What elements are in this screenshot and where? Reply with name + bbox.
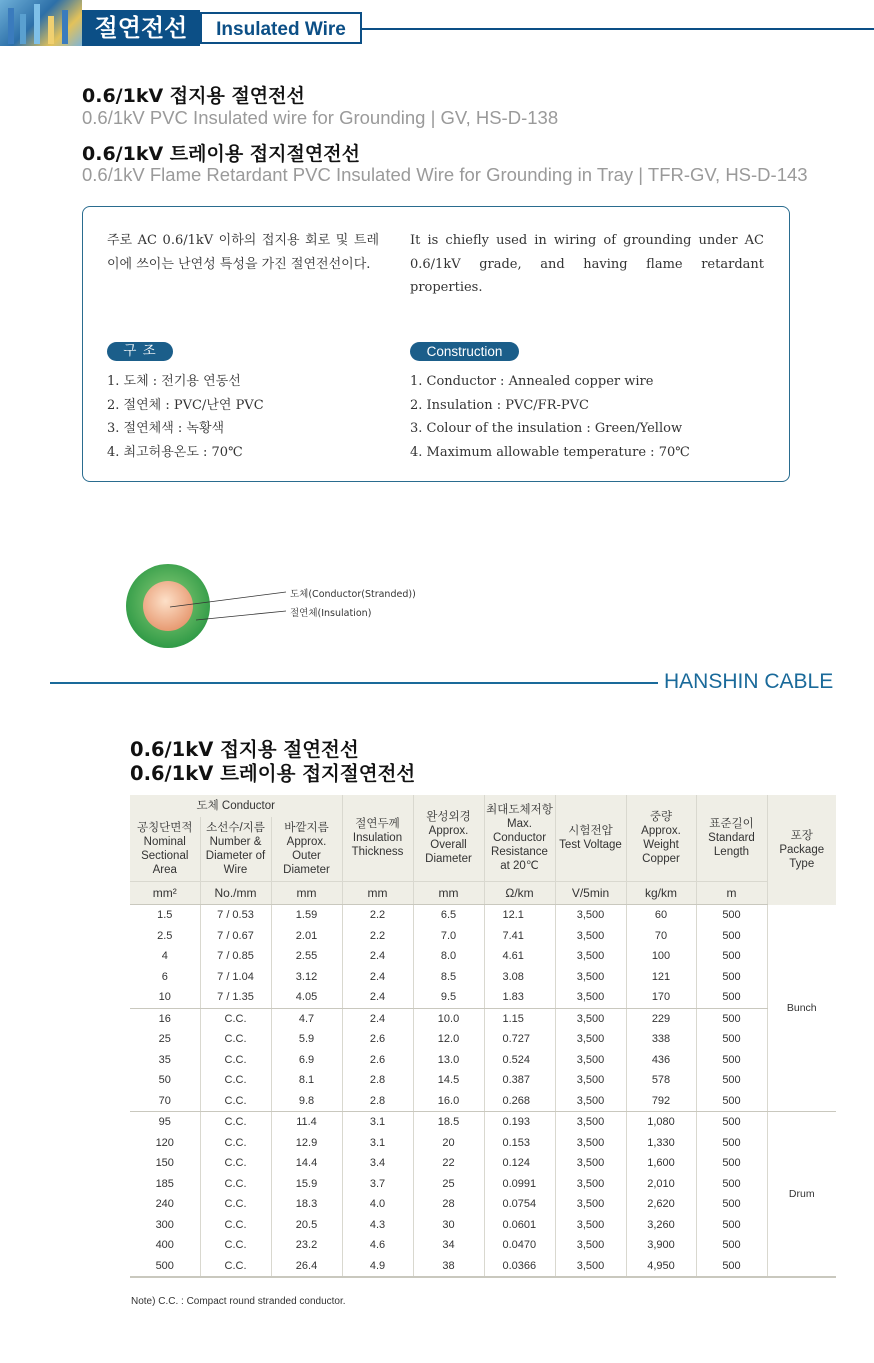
table-cell: 1.5 (130, 905, 200, 926)
table-cell: 16.0 (413, 1091, 484, 1112)
table-cell: 3,900 (626, 1235, 696, 1256)
table-cell: 500 (130, 1256, 200, 1278)
construction-item-ko: 1. 도체 : 전기용 연동선 (107, 374, 241, 389)
table-cell: C.C. (200, 1235, 271, 1256)
table-cell: 8.0 (413, 946, 484, 967)
table-cell: 500 (696, 926, 767, 947)
table-cell: 2.4 (342, 987, 413, 1008)
construction-item-en: 4. Maximum allowable temperature : 70℃ (410, 444, 690, 460)
table-cell: 4.61 (484, 946, 555, 967)
table-cell: 7 / 0.53 (200, 905, 271, 926)
table-cell: 2.8 (342, 1070, 413, 1091)
table-row (130, 946, 836, 967)
table-cell: C.C. (200, 1174, 271, 1195)
table-cell: 6.9 (271, 1050, 342, 1071)
table-cell: 3,500 (555, 1008, 626, 1029)
description-english: It is chiefly used in wiring of grounding under AC 0.6/1kV grade, and having flame retardant properties. (410, 233, 764, 295)
table-cell: 7 / 1.35 (200, 987, 271, 1008)
table-cell: 20 (413, 1133, 484, 1154)
header-ko: 완성외경 (426, 811, 471, 823)
header-en: Wire (223, 864, 248, 876)
table-cell: 338 (626, 1029, 696, 1050)
table-row (130, 967, 836, 988)
table-cell: 3.4 (342, 1153, 413, 1174)
table-cell: 3,500 (555, 926, 626, 947)
table-cell: 4.7 (271, 1008, 342, 1029)
table-cell: 3.1 (342, 1112, 413, 1133)
header-en: Outer (292, 850, 321, 862)
table-row (130, 1091, 836, 1112)
table-cell: 2.4 (342, 946, 413, 967)
table-cell: 500 (696, 987, 767, 1008)
table-cell: C.C. (200, 1215, 271, 1236)
table-cell: 35 (130, 1050, 200, 1071)
table-note: Note) C.C. : Compact round stranded conductor. (131, 1296, 346, 1307)
header-ko: 시험전압 (568, 825, 613, 837)
table-cell: 9.8 (271, 1091, 342, 1112)
header-rule (362, 28, 874, 30)
product-title-tfrgv-ko: 0.6/1kV 트레이용 접지절연전선 (82, 143, 360, 165)
header-ko: 절연두께 (355, 818, 400, 830)
table-cell: 7.41 (484, 926, 555, 947)
table-cell: 500 (696, 1256, 767, 1278)
table-cell: 500 (696, 1153, 767, 1174)
product-title-tfrgv-en: 0.6/1kV Flame Retardant PVC Insulated Wire for Grounding in Tray | TFR-GV, HS-D-143 (82, 164, 808, 185)
table-cell: 500 (696, 905, 767, 926)
table-row (130, 987, 836, 1008)
table-cell: 10.0 (413, 1008, 484, 1029)
table-cell: 2.2 (342, 905, 413, 926)
header-en: Approx. (641, 825, 681, 837)
table-cell: 95 (130, 1112, 200, 1133)
header-deco-building (20, 14, 26, 44)
table-cell: 3.7 (342, 1174, 413, 1195)
table-cell: C.C. (200, 1070, 271, 1091)
table-cell: 3,500 (555, 1215, 626, 1236)
table-cell: 2.6 (342, 1029, 413, 1050)
header-deco-building (48, 16, 54, 44)
table-cell: 500 (696, 946, 767, 967)
unit-cell: No./mm (200, 882, 271, 905)
header-en: at 20℃ (500, 860, 539, 872)
table-cell: 2.01 (271, 926, 342, 947)
header-en: Number & (209, 836, 262, 848)
table-cell: 3,500 (555, 1174, 626, 1195)
table-cell: 14.5 (413, 1070, 484, 1091)
table-cell: 0.0366 (484, 1256, 555, 1278)
brand-name: HANSHIN CABLE (664, 670, 834, 693)
table-cell: 2.6 (342, 1050, 413, 1071)
table-cell: 3,500 (555, 946, 626, 967)
table-row (130, 1235, 836, 1256)
unit-cell: V/5min (555, 882, 626, 905)
col-header-package-type (767, 795, 836, 905)
table-cell: 3.1 (342, 1133, 413, 1154)
header-title-english: Insulated Wire (200, 12, 362, 44)
table-cell: 500 (696, 1112, 767, 1133)
table-cell: 4 (130, 946, 200, 967)
table-cell: 28 (413, 1194, 484, 1215)
col-header-wire-number-diameter (200, 817, 271, 882)
table-cell: 3,500 (555, 1194, 626, 1215)
table-cell: 500 (696, 1050, 767, 1071)
table-cell: 70 (130, 1091, 200, 1112)
table-cell: 0.387 (484, 1070, 555, 1091)
table-cell: 2,010 (626, 1174, 696, 1195)
table-cell: 150 (130, 1153, 200, 1174)
table-row (130, 1153, 836, 1174)
table-row (130, 905, 836, 926)
table-cell: 50 (130, 1070, 200, 1091)
cable-cross-section (120, 560, 420, 660)
header-title-korean: 절연전선 (82, 10, 200, 46)
header-ko: 바깥지름 (284, 822, 329, 834)
table-cell: 240 (130, 1194, 200, 1215)
table-cell: 500 (696, 1091, 767, 1112)
table-cell: 15.9 (271, 1174, 342, 1195)
table-cell: 2.2 (342, 926, 413, 947)
table-row (130, 1029, 836, 1050)
unit-cell: Ω/km (484, 882, 555, 905)
table-cell: 25 (130, 1029, 200, 1050)
package-type-cell: Bunch (767, 905, 836, 1112)
construction-item-ko: 2. 절연체 : PVC/난연 PVC (107, 397, 264, 413)
table-cell: 1,330 (626, 1133, 696, 1154)
header-ko: 포장 (790, 829, 813, 842)
table-row (130, 1112, 836, 1133)
header-ko: 표준길이 (709, 818, 754, 830)
header-deco-building (8, 8, 14, 44)
table-cell: C.C. (200, 1050, 271, 1071)
table-cell: 300 (130, 1215, 200, 1236)
col-header-weight (626, 795, 696, 882)
header-en: Conductor (492, 832, 547, 844)
header-en: Diameter (283, 864, 330, 876)
col-header-overall-diameter (413, 795, 484, 882)
table-cell: 0.524 (484, 1050, 555, 1071)
col-header-insulation-thickness (342, 795, 413, 882)
table-cell: 18.5 (413, 1112, 484, 1133)
table-cell: 12.0 (413, 1029, 484, 1050)
table-cell: 60 (626, 905, 696, 926)
header-en: Approx. (428, 825, 469, 837)
table-cell: C.C. (200, 1153, 271, 1174)
table-cell: 4.9 (342, 1256, 413, 1278)
construction-list-ko (107, 370, 264, 464)
table-row (130, 1133, 836, 1154)
table-row (130, 1050, 836, 1071)
table-cell: 4,950 (626, 1256, 696, 1278)
table-cell: 500 (696, 1215, 767, 1236)
table-cell: 3.08 (484, 967, 555, 988)
table-cell: 38 (413, 1256, 484, 1278)
table-row (130, 1194, 836, 1215)
table-row (130, 1174, 836, 1195)
specification-table (130, 795, 836, 1278)
table-cell: 121 (626, 967, 696, 988)
table-cell: C.C. (200, 1133, 271, 1154)
col-header-standard-length (696, 795, 767, 882)
table-cell: 578 (626, 1070, 696, 1091)
table-cell: 9.5 (413, 987, 484, 1008)
table-cell: 3,500 (555, 1256, 626, 1278)
table-cell: 8.1 (271, 1070, 342, 1091)
header-en: Approx. (286, 836, 327, 848)
table-cell: C.C. (200, 1008, 271, 1029)
table-cell: 436 (626, 1050, 696, 1071)
header-ko: 소선수/지름 (206, 822, 265, 834)
table-cell: 8.5 (413, 967, 484, 988)
table-cell: 400 (130, 1235, 200, 1256)
table-cell: 18.3 (271, 1194, 342, 1215)
table-cell: 2.4 (342, 1008, 413, 1029)
conductor-core (143, 581, 193, 631)
table-cell: 3,500 (555, 905, 626, 926)
insulation-callout: 절연체(Insulation) (290, 608, 372, 619)
table-cell: 3,500 (555, 1050, 626, 1071)
table-cell: 7 / 0.85 (200, 946, 271, 967)
header-en: Resistance (491, 846, 548, 858)
col-header-test-voltage (555, 795, 626, 882)
table-cell: 3,500 (555, 1029, 626, 1050)
table-cell: C.C. (200, 1029, 271, 1050)
header-en: Insulation (352, 832, 403, 844)
table-row (130, 1215, 836, 1236)
table-cell: 0.0470 (484, 1235, 555, 1256)
header-en: Diameter (425, 853, 472, 865)
col-header-outer-diameter (271, 817, 342, 882)
table-row (130, 1070, 836, 1091)
construction-item-en: 2. Insulation : PVC/FR-PVC (410, 397, 589, 413)
table-cell: 4.0 (342, 1194, 413, 1215)
conductor-group-header: 도체 Conductor (130, 795, 342, 817)
table-cell: 23.2 (271, 1235, 342, 1256)
table-cell: 4.05 (271, 987, 342, 1008)
table-cell: 0.193 (484, 1112, 555, 1133)
construction-item-en: 1. Conductor : Annealed copper wire (410, 374, 654, 389)
table-cell: 170 (626, 987, 696, 1008)
header-en: Nominal (143, 836, 186, 848)
table-cell: 2.55 (271, 946, 342, 967)
table-cell: C.C. (200, 1091, 271, 1112)
table-cell: 12.9 (271, 1133, 342, 1154)
table-cell: 6 (130, 967, 200, 988)
table-cell: 10 (130, 987, 200, 1008)
table-cell: 500 (696, 1235, 767, 1256)
description-korean: 주로 AC 0.6/1kV 이하의 접지용 회로 및 트레이에 쓰이는 난연성 특성을 가진 절연전선이다. (107, 233, 379, 272)
table-cell: 3,500 (555, 1235, 626, 1256)
header-ko: 중량 (649, 811, 673, 823)
table-cell: 2,620 (626, 1194, 696, 1215)
table-cell: 3.12 (271, 967, 342, 988)
construction-label-ko: 구 조 (107, 342, 173, 361)
header-en: Test Voltage (559, 839, 622, 851)
construction-item-ko: 4. 최고허용온도 : 70℃ (107, 444, 243, 460)
table-cell: 229 (626, 1008, 696, 1029)
table-cell: 100 (626, 946, 696, 967)
table-row (130, 1008, 836, 1029)
table-cell: 3,500 (555, 1091, 626, 1112)
table-cell: 3,500 (555, 1112, 626, 1133)
unit-cell: mm (271, 882, 342, 905)
table-cell: 500 (696, 1070, 767, 1091)
header-ko: 최대도체저항 (486, 804, 553, 816)
header-en: Length (713, 846, 750, 858)
table-cell: 500 (696, 1008, 767, 1029)
construction-list-en (410, 370, 690, 464)
table-cell: 1.15 (484, 1008, 555, 1029)
header-ko: 공칭단면적 (136, 822, 193, 834)
table-title-2: 0.6/1kV 트레이용 접지절연전선 (130, 762, 416, 785)
package-type-cell: Drum (767, 1112, 836, 1278)
table-cell: 2.4 (342, 967, 413, 988)
table-cell: 1,600 (626, 1153, 696, 1174)
table-body (130, 905, 836, 1278)
table-cell: 7 / 0.67 (200, 926, 271, 947)
product-title-gv-en: 0.6/1kV PVC Insulated wire for Grounding | GV, HS-D-138 (82, 107, 559, 128)
table-cell: 500 (696, 967, 767, 988)
table-cell: 0.0601 (484, 1215, 555, 1236)
table-cell: 13.0 (413, 1050, 484, 1071)
table-cell: 500 (696, 1029, 767, 1050)
table-cell: 3,500 (555, 967, 626, 988)
table-cell: 0.0991 (484, 1174, 555, 1195)
unit-cell: m (696, 882, 767, 905)
table-cell: 34 (413, 1235, 484, 1256)
table-cell: 25 (413, 1174, 484, 1195)
header-en: Area (152, 864, 177, 876)
unit-cell: mm² (130, 882, 200, 905)
unit-cell: mm (413, 882, 484, 905)
unit-cell: mm (342, 882, 413, 905)
header-en: Max. (507, 818, 532, 830)
col-header-nominal-area (130, 817, 200, 882)
header-en: Type (789, 857, 815, 870)
table-cell: 500 (696, 1194, 767, 1215)
header-en: Standard (708, 832, 755, 844)
table-title-1: 0.6/1kV 접지용 절연전선 (130, 738, 359, 761)
header-en: Sectional (141, 850, 189, 862)
conductor-callout: 도체(Conductor(Stranded)) (290, 589, 416, 600)
table-cell: 20.5 (271, 1215, 342, 1236)
col-header-max-resistance (484, 795, 555, 882)
header-en: Weight (643, 839, 679, 851)
table-cell: 5.9 (271, 1029, 342, 1050)
header-en: Thickness (351, 846, 404, 858)
table-cell: 16 (130, 1008, 200, 1029)
table-row (130, 1256, 836, 1278)
table-cell: 6.5 (413, 905, 484, 926)
table-cell: 3,260 (626, 1215, 696, 1236)
table-cell: 1.59 (271, 905, 342, 926)
construction-item-ko: 3. 절연체색 : 녹황색 (107, 421, 225, 436)
header-deco-building (62, 10, 68, 44)
table-cell: 3,500 (555, 1153, 626, 1174)
header-deco-building (34, 4, 40, 44)
table-cell: 22 (413, 1153, 484, 1174)
table-cell: 12.1 (484, 905, 555, 926)
table-cell: 3,500 (555, 1133, 626, 1154)
table-cell: 0.153 (484, 1133, 555, 1154)
header-en: Package (779, 843, 825, 856)
table-cell: 500 (696, 1174, 767, 1195)
table-cell: 3,500 (555, 1070, 626, 1091)
table-cell: 4.6 (342, 1235, 413, 1256)
table-cell: 3,500 (555, 987, 626, 1008)
table-cell: C.C. (200, 1256, 271, 1278)
construction-label-en: Construction (410, 342, 519, 361)
table-cell: 30 (413, 1215, 484, 1236)
table-cell: 7 / 1.04 (200, 967, 271, 988)
unit-cell: kg/km (626, 882, 696, 905)
table-cell: 0.0754 (484, 1194, 555, 1215)
brand-rule (50, 682, 658, 684)
table-cell: 185 (130, 1174, 200, 1195)
construction-item-en: 3. Colour of the insulation : Green/Yellow (410, 421, 683, 436)
table-cell: 0.268 (484, 1091, 555, 1112)
table-cell: 4.3 (342, 1215, 413, 1236)
table-cell: 7.0 (413, 926, 484, 947)
table-cell: 1.83 (484, 987, 555, 1008)
table-cell: 120 (130, 1133, 200, 1154)
table-cell: C.C. (200, 1112, 271, 1133)
table-row (130, 926, 836, 947)
header-en: Diameter of (205, 850, 266, 862)
table-cell: 0.124 (484, 1153, 555, 1174)
header-en: Overall (430, 839, 467, 851)
table-cell: C.C. (200, 1194, 271, 1215)
header-en: Copper (642, 853, 680, 865)
table-cell: 2.5 (130, 926, 200, 947)
table-cell: 70 (626, 926, 696, 947)
table-cell: 1,080 (626, 1112, 696, 1133)
table-cell: 11.4 (271, 1112, 342, 1133)
table-cell: 0.727 (484, 1029, 555, 1050)
product-title-gv-ko: 0.6/1kV 접지용 절연전선 (82, 85, 305, 107)
table-cell: 14.4 (271, 1153, 342, 1174)
table-cell: 500 (696, 1133, 767, 1154)
table-cell: 2.8 (342, 1091, 413, 1112)
table-cell: 26.4 (271, 1256, 342, 1278)
table-cell: 792 (626, 1091, 696, 1112)
